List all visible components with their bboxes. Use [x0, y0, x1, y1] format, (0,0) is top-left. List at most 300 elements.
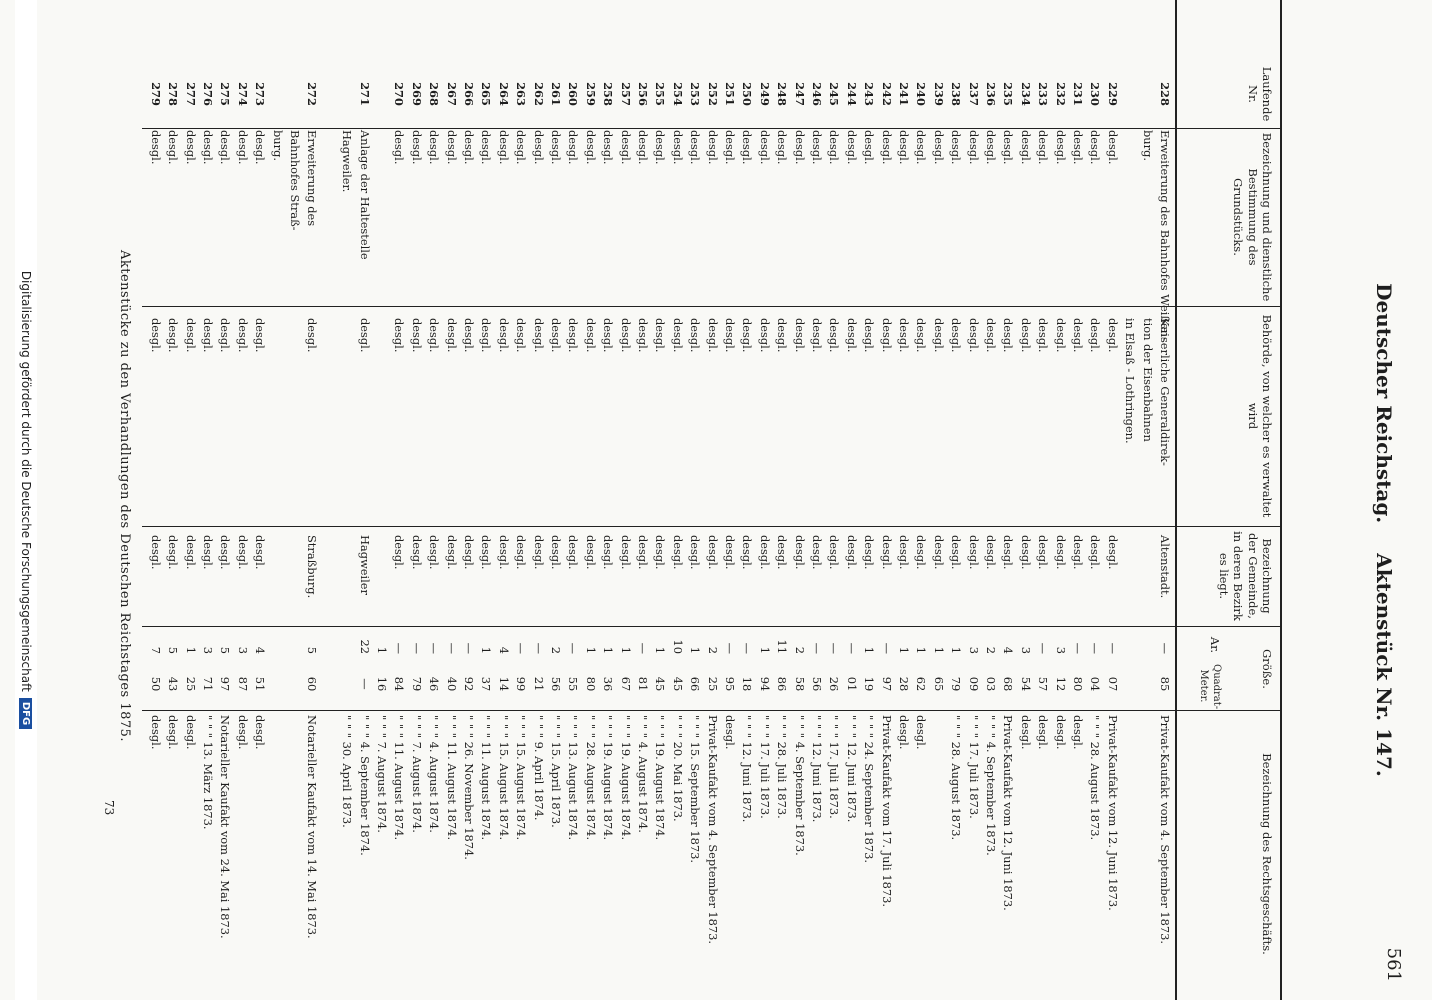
- cell-re: Notarieller Kaufakt vom 24. Mai 1873.: [218, 715, 233, 939]
- table-row: [881, 0, 892, 1000]
- cell-nr: 277: [183, 82, 198, 106]
- cell-nr: 256: [636, 82, 650, 106]
- cell-gem: desgl.: [827, 535, 842, 570]
- cell-beh: desgl.: [479, 318, 494, 353]
- page-footnote: Aktenstücke zu den Verhandlungen des Deutschen Reichstages 1875.: [117, 250, 132, 743]
- cell-ar: —: [879, 642, 894, 654]
- cell-gem: desgl.: [531, 535, 546, 570]
- cell-gem: desgl.: [1071, 535, 1085, 570]
- cell-beh: desgl.: [931, 318, 946, 353]
- cell-re: " " " 15. September 1873.: [688, 715, 703, 863]
- cell-gem: desgl.: [1036, 535, 1051, 570]
- cell-nr: 244: [844, 82, 859, 106]
- table-row: [742, 0, 753, 1000]
- cell-nr: 276: [201, 82, 215, 106]
- cell-gem: desgl.: [409, 535, 424, 570]
- table-row: [777, 0, 788, 1000]
- cell-nr: 231: [1071, 82, 1085, 106]
- table-row: [289, 0, 300, 1000]
- cell-beh: desgl.: [1071, 318, 1085, 353]
- table-row: [550, 0, 561, 1000]
- cell-beh: desgl.: [601, 318, 616, 353]
- cell-nr: 237: [966, 82, 981, 106]
- cell-ar: —: [392, 642, 407, 654]
- cell-bez: desgl.: [792, 130, 807, 165]
- cell-gem: desgl.: [670, 535, 685, 570]
- cell-qm: 60: [305, 676, 320, 692]
- cell-qm: 79: [409, 676, 424, 692]
- cell-re: " " " 26. November 1874.: [462, 715, 476, 860]
- cell-bez: desgl.: [827, 130, 842, 165]
- cell-qm: 03: [984, 676, 998, 692]
- cell-bez: desgl.: [670, 130, 685, 165]
- table-row: [1125, 0, 1136, 1000]
- cell-ar: 11: [775, 639, 790, 654]
- table-row: [724, 0, 735, 1000]
- cell-qm: 50: [148, 676, 163, 692]
- cell-qm: 14: [496, 676, 511, 692]
- table-row: [446, 0, 457, 1000]
- cell-nr: 274: [235, 82, 250, 106]
- cell-bez: desgl.: [235, 130, 250, 165]
- cell-ar: 1: [618, 646, 633, 654]
- cell-nr: 270: [392, 82, 407, 106]
- cell-gem: desgl.: [984, 535, 998, 570]
- table-row: [672, 0, 683, 1000]
- cell-bez: desgl.: [462, 130, 476, 165]
- cell-nr: 247: [792, 82, 807, 106]
- cell-qm: 26: [827, 676, 842, 692]
- cell-qm: 43: [166, 676, 181, 692]
- table-row: [1142, 0, 1153, 1000]
- cell-qm: 45: [653, 676, 668, 692]
- cell-beh: desgl.: [183, 318, 198, 353]
- header-groesse: Größe.: [1260, 649, 1274, 689]
- table-row: [951, 0, 962, 1000]
- table-row: [307, 0, 318, 1000]
- cell-qm: 25: [183, 676, 198, 692]
- cell-bez: desgl.: [949, 130, 964, 165]
- table-top-rule: [1280, 0, 1282, 1000]
- cell-re: " " " 13. August 1874.: [566, 715, 581, 841]
- cell-qm: 65: [931, 676, 946, 692]
- cell-beh: desgl.: [653, 318, 668, 353]
- credit-text: Digitalisierung gefördert durch die Deutsche Forschungsgemeinschaft: [19, 270, 33, 692]
- cell-qm: 56: [549, 676, 563, 692]
- cell-ar: 1: [931, 646, 946, 654]
- cell-bez: desgl.: [253, 130, 268, 165]
- cell-ar: 1: [183, 646, 198, 654]
- table-row: [376, 0, 387, 1000]
- cell-gem: desgl.: [618, 535, 633, 570]
- cell-bez: desgl.: [844, 130, 859, 165]
- register-table: [142, 0, 1282, 1000]
- dfg-logo: DFG: [20, 698, 33, 729]
- cell-bez: desgl.: [1088, 130, 1103, 165]
- cell-re: " " " 28. August 1873.: [1088, 715, 1103, 841]
- cell-re: Privat-Kaufakt vom 17. Juli 1873.: [879, 715, 894, 908]
- table-header-rule: [1175, 0, 1177, 1000]
- cell-bez: desgl.: [427, 130, 442, 165]
- cell-beh: desgl.: [392, 318, 407, 353]
- table-row: [846, 0, 857, 1000]
- cell-bez: desgl.: [1001, 130, 1016, 165]
- cell-nr: 233: [1036, 82, 1051, 106]
- cell-beh: desgl.: [636, 318, 650, 353]
- cell-re: " " " 28. August 1874.: [583, 715, 598, 841]
- cell-qm: 19: [862, 676, 877, 692]
- table-row: [568, 0, 579, 1000]
- cell-beh: desgl.: [1053, 318, 1068, 353]
- cell-beh: desgl.: [844, 318, 859, 353]
- cell-re: desgl.: [183, 715, 198, 750]
- cell-bez: desgl.: [496, 130, 511, 165]
- cell-bez: desgl.: [183, 130, 198, 165]
- cell-ar: 5: [305, 646, 320, 654]
- cell-nr: 267: [444, 82, 459, 106]
- cell-gem: desgl.: [810, 535, 824, 570]
- cell-bez: desgl.: [914, 130, 929, 165]
- cell-re: Privat-Kaufakt vom 4. September 1873.: [1158, 715, 1172, 945]
- cell-gem: desgl.: [479, 535, 494, 570]
- cell-nr: 272: [305, 82, 320, 106]
- table-row: [933, 0, 944, 1000]
- cell-qm: 94: [757, 676, 772, 692]
- cell-nr: 273: [253, 82, 268, 106]
- cell-bez: desgl.: [688, 130, 703, 165]
- cell-ar: 1: [653, 646, 668, 654]
- cell-gem: desgl.: [253, 535, 268, 570]
- cell-beh: desgl.: [409, 318, 424, 353]
- cell-ar: 1: [914, 646, 929, 654]
- cell-ar: 1: [583, 646, 598, 654]
- cell-re: desgl.: [235, 715, 250, 750]
- cell-ar: —: [810, 642, 824, 654]
- cell-bez: desgl.: [723, 130, 737, 165]
- cell-qm: 62: [914, 676, 929, 692]
- cell-gem: desgl.: [218, 535, 233, 570]
- table-row: [255, 0, 266, 1000]
- cell-gem: Altenstadt.: [1158, 535, 1172, 599]
- cell-re: Privat-Kaufakt vom 12. Juni 1873.: [1105, 715, 1120, 911]
- cell-ar: —: [427, 642, 442, 654]
- cell-qm: 55: [566, 676, 581, 692]
- cell-gem: desgl.: [705, 535, 720, 570]
- cell-ar: 2: [705, 646, 720, 654]
- cell-beh: desgl.: [879, 318, 894, 353]
- cell-beh: desgl.: [984, 318, 998, 353]
- cell-re: " " " 19. August 1874.: [618, 715, 633, 841]
- cell-re: " " " 11. August 1874.: [392, 715, 407, 841]
- cell-re: " " " 24. September 1873.: [862, 715, 877, 863]
- cell-ar: —: [444, 642, 459, 654]
- cell-beh: desgl.: [723, 318, 737, 353]
- cell-beh: desgl.: [549, 318, 563, 353]
- cell-qm: 84: [392, 676, 407, 692]
- cell-beh: desgl.: [670, 318, 685, 353]
- cell-nr: 229: [1105, 82, 1120, 106]
- table-row: [707, 0, 718, 1000]
- cell-qm: 97: [879, 676, 894, 692]
- cell-qm: 37: [479, 676, 494, 692]
- cell-qm: 21: [531, 676, 546, 692]
- cell-gem: desgl.: [914, 535, 929, 570]
- cell-beh: desgl.: [1001, 318, 1016, 353]
- cell-qm: 79: [949, 676, 964, 692]
- cell-beh: desgl.: [705, 318, 720, 353]
- table-row: [1090, 0, 1101, 1000]
- cell-qm: 09: [966, 676, 981, 692]
- cell-ar: —: [636, 642, 650, 654]
- cell-nr: 271: [357, 82, 372, 106]
- cell-nr: 242: [879, 82, 894, 106]
- cell-bez: desgl.: [705, 130, 720, 165]
- cell-re: " " " 15. August 1874.: [496, 715, 511, 841]
- cell-qm: 36: [601, 676, 616, 692]
- cell-ar: 2: [984, 646, 998, 654]
- cell-re: " " " 4. August 1874.: [636, 715, 650, 833]
- table-row: [794, 0, 805, 1000]
- cell-re: " " " 11. August 1874.: [444, 715, 459, 841]
- cell-qm: 68: [1001, 676, 1016, 692]
- table-row: [637, 0, 648, 1000]
- table-row: [759, 0, 770, 1000]
- cell-re: " " " 19. August 1874.: [601, 715, 616, 841]
- cell-gem: Straßburg.: [305, 535, 320, 599]
- cell-beh: desgl.: [688, 318, 703, 353]
- cell-nr: 251: [723, 82, 737, 106]
- cell-bez: desgl.: [479, 130, 494, 165]
- cell-qm: 46: [427, 676, 442, 692]
- cell-qm: 95: [723, 676, 737, 692]
- cell-beh: desgl.: [792, 318, 807, 353]
- cell-ar: 1: [375, 646, 389, 654]
- cell-nr: 266: [462, 82, 476, 106]
- table-row: [1020, 0, 1031, 1000]
- cell-beh: desgl.: [862, 318, 877, 353]
- cell-gem: desgl.: [792, 535, 807, 570]
- cell-bez: desgl.: [1053, 130, 1068, 165]
- cell-beh: desgl.: [148, 318, 163, 353]
- cell-nr: 261: [549, 82, 563, 106]
- cell-ar: 4: [496, 646, 511, 654]
- cell-nr: 254: [670, 82, 685, 106]
- cell-re: Notarieller Kaufakt vom 14. Mai 1873.: [305, 715, 320, 939]
- cell-qm: 18: [740, 676, 755, 692]
- cell-nr: 239: [931, 82, 946, 106]
- cell-beh: desgl.: [357, 318, 372, 353]
- cell-nr: 278: [166, 82, 181, 106]
- cell-bez: desgl.: [514, 130, 529, 165]
- cell-bez: desgl.: [1036, 130, 1051, 165]
- cell-re: " " " 17. Juli 1873.: [966, 715, 981, 819]
- cell-bez: desgl.: [201, 130, 215, 165]
- cell-re: desgl.: [253, 715, 268, 750]
- cell-bez: desgl.: [1105, 130, 1120, 165]
- cell-qm: 07: [1105, 676, 1120, 692]
- cell-gem: desgl.: [514, 535, 529, 570]
- cell-ar: —: [1071, 642, 1085, 654]
- table-row: [898, 0, 909, 1000]
- cell-re: " " " 13. März 1873.: [201, 715, 215, 830]
- cell-nr: 275: [218, 82, 233, 106]
- table-row: [411, 0, 422, 1000]
- cell-bez: desgl.: [218, 130, 233, 165]
- header-title-left: Deutscher Reichstag.: [1372, 283, 1396, 524]
- cell-ar: 1: [862, 646, 877, 654]
- header-rechtsgeschaeft: Bezeichnung des Rechtsgeschäfts.: [1260, 753, 1274, 955]
- table-row: [916, 0, 927, 1000]
- cell-beh: desgl.: [427, 318, 442, 353]
- cell-re: desgl.: [914, 715, 929, 750]
- cell-qm: 25: [705, 676, 720, 692]
- cell-bez: desgl.: [879, 130, 894, 165]
- cell-beh: desgl.: [462, 318, 476, 353]
- cell-bez: desgl.: [653, 130, 668, 165]
- cell-bez: burg.: [1140, 130, 1155, 161]
- cell-bez: desgl.: [566, 130, 581, 165]
- cell-bez: desgl.: [392, 130, 407, 165]
- cell-gem: desgl.: [427, 535, 442, 570]
- cell-qm: 99: [514, 676, 529, 692]
- table-row: [1159, 0, 1170, 1000]
- cell-re: " " " 4. September 1873.: [984, 715, 998, 856]
- cell-nr: 263: [514, 82, 529, 106]
- cell-qm: 28: [897, 676, 911, 692]
- cell-beh: desgl.: [1088, 318, 1103, 353]
- cell-re: " " " 12. Juni 1873.: [810, 715, 824, 823]
- cell-nr: 245: [827, 82, 842, 106]
- table-row: [585, 0, 596, 1000]
- cell-gem: desgl.: [462, 535, 476, 570]
- cell-ar: 3: [966, 646, 981, 654]
- table-row: [324, 0, 335, 1000]
- cell-nr: 241: [897, 82, 911, 106]
- cell-nr: 236: [984, 82, 998, 106]
- cell-ar: 1: [688, 646, 703, 654]
- cell-bez: Erweiterung des Bahnhofes Weißen-: [1158, 130, 1172, 341]
- header-nr: Laufende Nr.: [1245, 66, 1274, 122]
- cell-qm: 66: [688, 676, 703, 692]
- cell-beh: desgl.: [618, 318, 633, 353]
- table-row: [481, 0, 492, 1000]
- cell-qm: 67: [618, 676, 633, 692]
- cell-qm: 04: [1088, 676, 1103, 692]
- cell-bez: desgl.: [444, 130, 459, 165]
- table-row: [185, 0, 196, 1000]
- cell-bez: desgl.: [984, 130, 998, 165]
- cell-bez: desgl.: [740, 130, 755, 165]
- cell-beh: in Elsaß - Lothringen.: [1123, 318, 1138, 444]
- cell-bez: desgl.: [1071, 130, 1085, 165]
- cell-bez: desgl.: [636, 130, 650, 165]
- cell-re: " " " 28. August 1873.: [949, 715, 964, 841]
- cell-gem: desgl.: [1088, 535, 1103, 570]
- cell-gem: desgl.: [740, 535, 755, 570]
- cell-re: " " " 7. August 1874.: [409, 715, 424, 833]
- cell-bez: desgl.: [810, 130, 824, 165]
- cell-qm: 86: [775, 676, 790, 692]
- cell-qm: 80: [583, 676, 598, 692]
- cell-gem: desgl.: [653, 535, 668, 570]
- cell-nr: 260: [566, 82, 581, 106]
- page-header: [1366, 150, 1402, 910]
- cell-re: " " " 28. Juli 1873.: [775, 715, 790, 819]
- table-row: [985, 0, 996, 1000]
- table-row: [150, 0, 161, 1000]
- cell-gem: desgl.: [636, 535, 650, 570]
- cell-ar: 1: [897, 646, 911, 654]
- cell-ar: 1: [949, 646, 964, 654]
- table-row: [864, 0, 875, 1000]
- cell-bez: burg.: [270, 130, 285, 161]
- cell-bez: desgl.: [583, 130, 598, 165]
- cell-qm: 87: [235, 676, 250, 692]
- table-row: [1003, 0, 1014, 1000]
- cell-ar: —: [1158, 642, 1172, 654]
- cell-bez: desgl.: [618, 130, 633, 165]
- cell-gem: desgl.: [688, 535, 703, 570]
- cell-nr: 232: [1053, 82, 1068, 106]
- cell-gem: desgl.: [966, 535, 981, 570]
- cell-nr: 253: [688, 82, 703, 106]
- cell-qm: 58: [792, 676, 807, 692]
- cell-ar: 22: [357, 639, 372, 654]
- table-row: [429, 0, 440, 1000]
- cell-beh: desgl.: [201, 318, 215, 353]
- cell-gem: desgl.: [444, 535, 459, 570]
- cell-re: " " " 15. April 1873.: [549, 715, 563, 828]
- cell-beh: desgl.: [775, 318, 790, 353]
- table-row: [1107, 0, 1118, 1000]
- cell-nr: 249: [757, 82, 772, 106]
- cell-beh: desgl.: [949, 318, 964, 353]
- cell-nr: 258: [601, 82, 616, 106]
- cell-nr: 257: [618, 82, 633, 106]
- cell-nr: 238: [949, 82, 964, 106]
- cell-beh: desgl.: [305, 318, 320, 353]
- cell-gem: desgl.: [183, 535, 198, 570]
- table-row: [394, 0, 405, 1000]
- cell-ar: 5: [218, 646, 233, 654]
- cell-nr: 255: [653, 82, 668, 106]
- cell-beh: desgl.: [1036, 318, 1051, 353]
- cell-bez: desgl.: [166, 130, 181, 165]
- cell-qm: 80: [1071, 676, 1085, 692]
- cell-bez: desgl.: [862, 130, 877, 165]
- cell-ar: 5: [166, 646, 181, 654]
- cell-beh: desgl.: [253, 318, 268, 353]
- cell-gem: desgl.: [949, 535, 964, 570]
- header-ar: Ar.: [1208, 636, 1222, 654]
- cell-nr: 230: [1088, 82, 1103, 106]
- table-row: [811, 0, 822, 1000]
- cell-gem: desgl.: [201, 535, 215, 570]
- cell-re: " " " 12. Juni 1873.: [740, 715, 755, 823]
- cell-beh: desgl.: [1105, 318, 1120, 353]
- table-row: [968, 0, 979, 1000]
- cell-ar: —: [531, 642, 546, 654]
- cell-re: desgl.: [1018, 715, 1033, 750]
- cell-beh: desgl.: [531, 318, 546, 353]
- cell-gem: desgl.: [775, 535, 790, 570]
- cell-re: " " " 12. Juni 1873.: [844, 715, 859, 823]
- table-row: [498, 0, 509, 1000]
- cell-beh: tion der Eisenbahnen: [1140, 318, 1155, 442]
- cell-bez: Hagweiler.: [340, 130, 355, 193]
- cell-nr: 252: [705, 82, 720, 106]
- cell-re: desgl.: [723, 715, 737, 750]
